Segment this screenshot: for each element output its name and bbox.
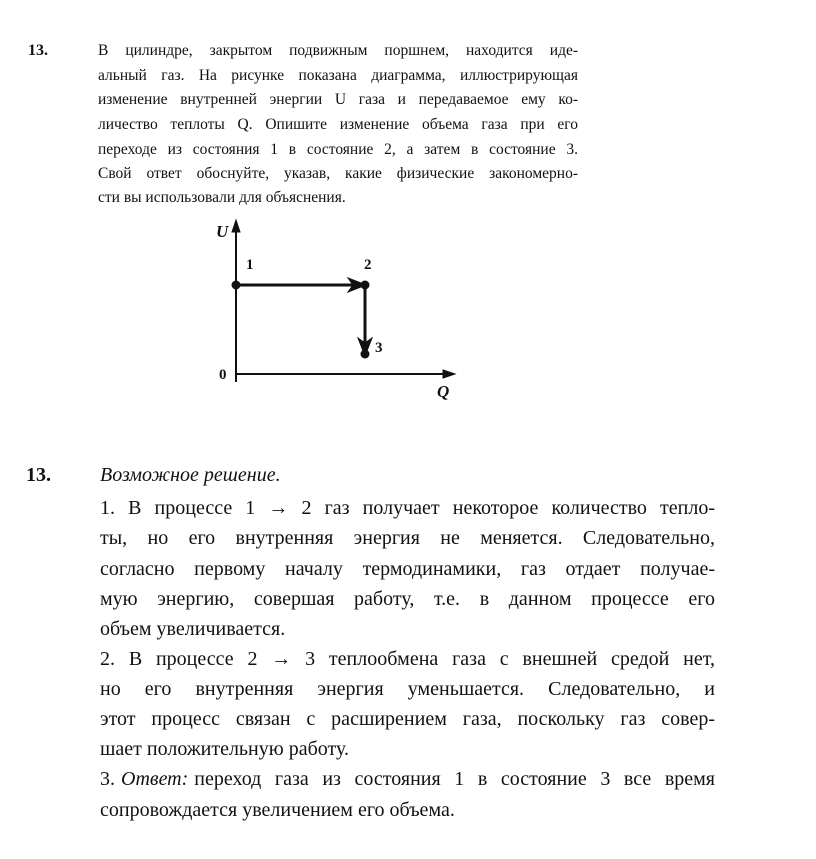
point-3-label: 3: [375, 340, 383, 356]
y-axis-arrow: [232, 220, 240, 232]
solution-line: этот процесс связан с расширением газа, поскольку газ совер-: [100, 708, 715, 730]
solution-line: но его внутренняя энергия уменьшается. Следовательно, и: [100, 678, 715, 700]
u-axis-label: U: [216, 222, 229, 241]
q-axis-label: Q: [437, 382, 450, 401]
answer-line-2: сопровождается увеличением его объема.: [100, 799, 455, 821]
x-axis-arrow: [443, 370, 455, 378]
solution-heading: Возможное решение.: [100, 464, 281, 486]
answer-line: [100, 768, 715, 791]
point-1-label: 1: [246, 257, 254, 273]
solution-line: 1. В процессе 1 → 2 газ получает некоторое количество тепло-: [100, 497, 715, 519]
problem-line: изменение внутренней энергии U газа и передаваемое ему ко-: [98, 91, 578, 108]
solution-line: шает положительную работу.: [100, 738, 349, 760]
problem-number: 13.: [28, 42, 48, 59]
problem-line: Свой ответ обоснуйте, указав, какие физические закономерно-: [98, 165, 578, 182]
problem-line: личество теплоты Q. Опишите изменение объема газа при его: [98, 116, 578, 133]
solution-line: согласно первому началу термодинамики, газ отдает получае-: [100, 558, 715, 580]
problem-line: В цилиндре, закрытом подвижным поршнем, находится иде-: [98, 42, 578, 59]
solution-number: 13.: [26, 464, 51, 486]
answer-number: 3.: [100, 768, 115, 790]
solution-line: объем увеличивается.: [100, 618, 286, 640]
point-2-label: 2: [364, 257, 372, 273]
point-1: [232, 281, 240, 289]
problem-line: сти вы использовали для объяснения.: [98, 189, 346, 206]
point-3: [361, 350, 369, 358]
answer-text: переход газа из состояния 1 в состояние 3 все время: [194, 768, 715, 790]
problem-line: альный газ. На рисунке показана диаграмма, иллюстрирующая: [98, 67, 578, 84]
solution-line: мую энергию, совершая работу, т.е. в данном процессе его: [100, 588, 715, 610]
origin-label: 0: [219, 367, 227, 383]
solution-line: 2. В процессе 2 → 3 теплообмена газа с внешней средой нет,: [100, 648, 715, 670]
solution-line: ты, но его внутренняя энергия не меняется. Следовательно,: [100, 527, 715, 549]
answer-label: Ответ:: [121, 768, 189, 790]
point-2: [361, 281, 369, 289]
problem-line: переходе из состояния 1 в состояние 2, а затем в состояние 3.: [98, 141, 578, 158]
